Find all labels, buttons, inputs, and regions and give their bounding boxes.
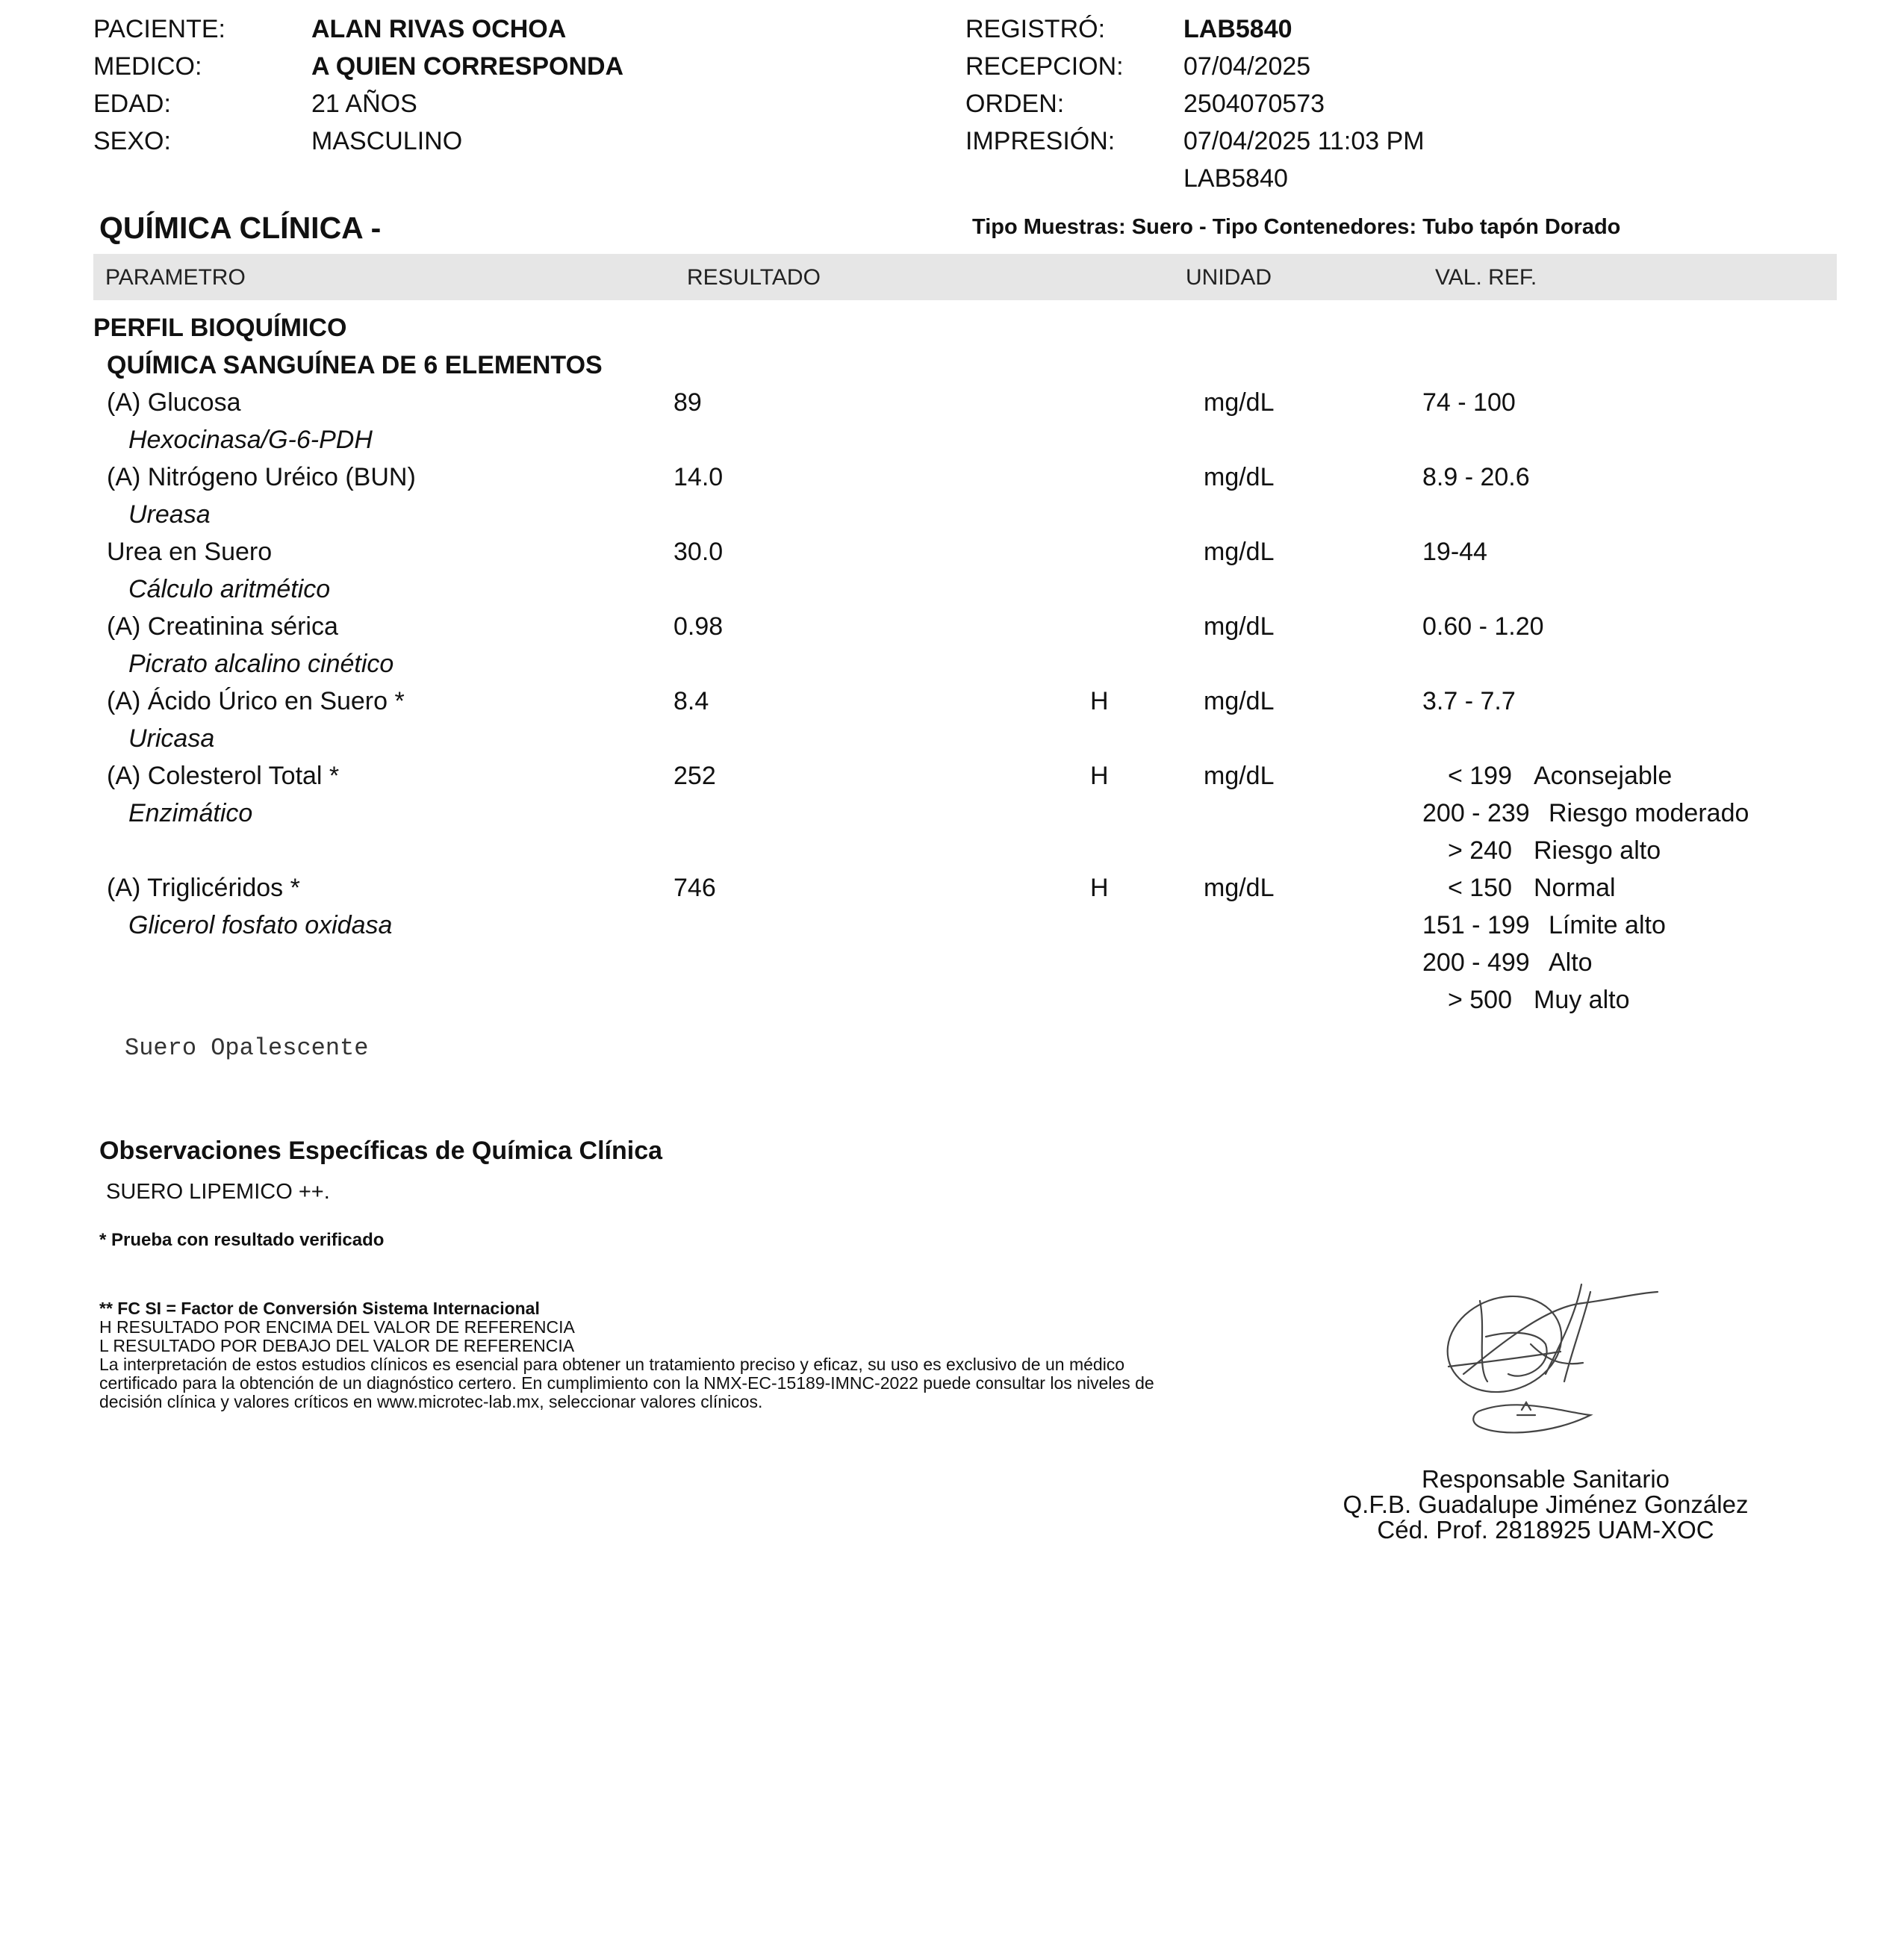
row-result: 746 <box>673 874 716 902</box>
footnote-l: L RESULTADO POR DEBAJO DEL VALOR DE REFERENCIA <box>99 1336 575 1355</box>
row-flag: H <box>1090 762 1109 790</box>
medico-label: MEDICO: <box>93 52 202 81</box>
row-unit: mg/dL <box>1204 463 1275 491</box>
row-unit: mg/dL <box>1204 762 1275 790</box>
row-method: Hexocinasa/G-6-PDH <box>128 426 373 454</box>
section-title: QUÍMICA CLÍNICA - <box>99 211 382 245</box>
ref-label: Alto <box>1549 948 1593 977</box>
sample-info: Tipo Muestras: Suero - Tipo Contenedores: Tubo tapón Dorado <box>972 215 1621 239</box>
column-header-band <box>93 254 1837 300</box>
col-unidad: UNIDAD <box>1186 265 1272 290</box>
row-unit: mg/dL <box>1204 874 1275 902</box>
ref-label: Riesgo alto <box>1534 836 1661 865</box>
ref-range: 151 - 199 <box>1422 911 1530 939</box>
ref-label: Normal <box>1534 874 1616 902</box>
signature-role: Responsable Sanitario <box>1421 1465 1670 1493</box>
row-method: Uricasa <box>128 724 215 753</box>
row-result: 30.0 <box>673 538 724 566</box>
impresion-value: 07/04/2025 11:03 PM <box>1183 127 1425 155</box>
footnote-fc: ** FC SI = Factor de Conversión Sistema Internacional <box>99 1299 540 1318</box>
observations-text: SUERO LIPEMICO ++. <box>106 1180 330 1204</box>
row-param: Urea en Suero <box>107 538 273 566</box>
ref-range: > 500 <box>1447 986 1512 1014</box>
disclaimer-line-3: decisión clínica y valores críticos en www.microtec-lab.mx, seleccionar valores clínicos. <box>99 1392 763 1411</box>
row-unit: mg/dL <box>1204 687 1275 715</box>
signature-image <box>1434 1262 1673 1449</box>
recepcion-value: 07/04/2025 <box>1183 52 1311 81</box>
row-param: (A) Creatinina sérica <box>107 612 338 641</box>
signature-name: Q.F.B. Guadalupe Jiménez González <box>1343 1491 1749 1518</box>
impresion-label: IMPRESIÓN: <box>965 127 1116 155</box>
profile-name: PERFIL BIOQUÍMICO <box>93 314 347 342</box>
row-flag: H <box>1090 687 1109 715</box>
col-resultado: RESULTADO <box>687 265 821 290</box>
orden-label: ORDEN: <box>965 90 1065 118</box>
row-ref: 8.9 - 20.6 <box>1422 463 1530 491</box>
profile-subgroup: QUÍMICA SANGUÍNEA DE 6 ELEMENTOS <box>107 351 603 379</box>
row-flag: H <box>1090 874 1109 902</box>
row-param: (A) Glucosa <box>107 388 241 417</box>
row-result: 252 <box>673 762 716 790</box>
ref-range: 200 - 239 <box>1422 799 1530 827</box>
paciente-label: PACIENTE: <box>93 15 225 43</box>
row-result: 14.0 <box>673 463 724 491</box>
ref-label: Aconsejable <box>1534 762 1673 790</box>
col-parametro: PARAMETRO <box>105 265 246 290</box>
observations-title: Observaciones Específicas de Química Clínica <box>99 1137 663 1165</box>
ref-label: Riesgo moderado <box>1549 799 1749 827</box>
row-method: Enzimático <box>128 799 253 827</box>
row-param: (A) Colesterol Total * <box>107 762 340 790</box>
row-param: (A) Nitrógeno Uréico (BUN) <box>107 463 416 491</box>
row-result: 89 <box>673 388 702 417</box>
row-unit: mg/dL <box>1204 388 1275 417</box>
ref-label: Muy alto <box>1534 986 1630 1014</box>
ref-range: > 240 <box>1447 836 1512 865</box>
sexo-value: MASCULINO <box>311 127 463 155</box>
recepcion-label: RECEPCION: <box>965 52 1124 81</box>
row-unit: mg/dL <box>1204 612 1275 641</box>
impresion-user: LAB5840 <box>1183 164 1288 193</box>
row-param: (A) Triglicéridos * <box>107 874 300 902</box>
registro-label: REGISTRÓ: <box>965 15 1106 43</box>
row-ref: 0.60 - 1.20 <box>1422 612 1544 641</box>
row-method: Ureasa <box>128 500 211 529</box>
orden-value: 2504070573 <box>1183 90 1325 118</box>
ref-range: < 150 <box>1447 874 1512 902</box>
disclaimer-line-2: certificado para la obtención de un diagnóstico certero. En cumplimiento con la NMX-EC-15189-IMNC-2022 puede consultar los niveles de <box>99 1373 1154 1393</box>
row-method: Cálculo aritmético <box>128 575 331 603</box>
edad-label: EDAD: <box>93 90 171 118</box>
row-ref: 3.7 - 7.7 <box>1422 687 1516 715</box>
ref-range: 200 - 499 <box>1422 948 1530 977</box>
medico-value: A QUIEN CORRESPONDA <box>311 52 624 81</box>
verified-note: * Prueba con resultado verificado <box>99 1230 385 1250</box>
row-result: 8.4 <box>673 687 709 715</box>
sexo-label: SEXO: <box>93 127 171 155</box>
row-method: Picrato alcalino cinético <box>128 650 394 678</box>
footnote-h: H RESULTADO POR ENCIMA DEL VALOR DE REFERENCIA <box>99 1317 575 1337</box>
disclaimer-line-1: La interpretación de estos estudios clínicos es esencial para obtener un tratamiento preciso y eficaz, su uso es exclusivo de un médico <box>99 1355 1125 1374</box>
row-ref: 74 - 100 <box>1422 388 1516 417</box>
row-method: Glicerol fosfato oxidasa <box>128 911 393 939</box>
signature-license: Céd. Prof. 2818925 UAM-XOC <box>1377 1516 1714 1544</box>
row-result: 0.98 <box>673 612 724 641</box>
sample-note: Suero Opalescente <box>125 1034 369 1062</box>
ref-range: < 199 <box>1447 762 1512 790</box>
registro-value: LAB5840 <box>1183 15 1292 43</box>
row-ref: 19-44 <box>1422 538 1487 566</box>
row-param: (A) Ácido Úrico en Suero * <box>107 687 405 715</box>
col-valref: VAL. REF. <box>1435 265 1537 290</box>
edad-value: 21 AÑOS <box>311 90 417 118</box>
ref-label: Límite alto <box>1549 911 1666 939</box>
row-unit: mg/dL <box>1204 538 1275 566</box>
paciente-value: ALAN RIVAS OCHOA <box>311 15 567 43</box>
